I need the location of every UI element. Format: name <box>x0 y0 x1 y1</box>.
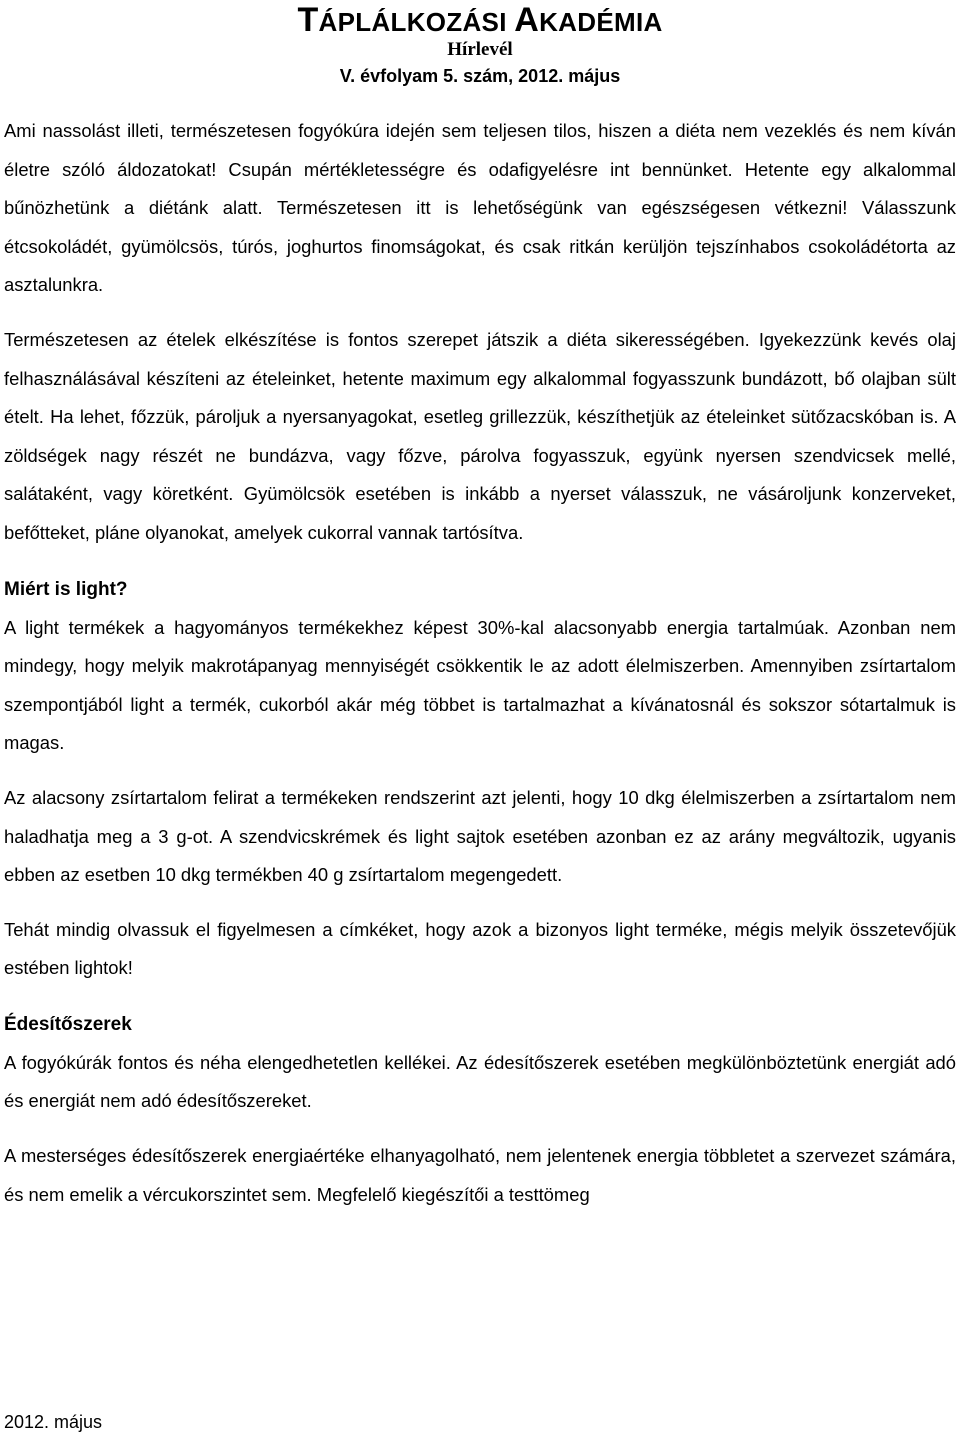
paragraph-snacking: Ami nassolást illeti, természetesen fogyókúra idején sem teljesen tilos, hiszen a diéta nem vezeklés és nem kíván életre szóló áldozatokat! Csupán mértékletességre és odafigyelésre int bennünket. Hetente egy alkalommal bűnözhetünk a diétánk alatt. Természetesen itt is lehetőségünk van egészségesen vétkezni! Válasszunk étcsokoládét, gyümölcsös, túrós, joghurtos finomságokat, és csak ritkán kerüljön tejszínhabos csokoládétorta az asztalunkra. <box>4 120 956 296</box>
paragraph-artificial-sweeteners: A mesterséges édesítőszerek energiaértéke elhanyagolható, nem jelentenek energia többletet a szervezet számára, és nem emelik a vércukorszintet sem. Megfelelő kiegészítői a testtömeg <box>4 1145 956 1205</box>
paragraph-cooking: Természetesen az ételek elkészítése is fontos szerepet játszik a diéta sikerességében. Igyekezzünk kevés olaj felhasználásával készíteni az ételeinket, hetente maximum egy alkalommal fogyasszunk bundázott, bő olajban sült ételt. Ha lehet, főzzük, pároljuk a nyersanyagokat, esetleg grillezzük, készíthetjük az ételeinket sütőzacskóban is. A zöldségek nagy részét ne bundázva, vagy főzve, párolva fogyasszuk, együnk nyersen szendvicsek mellé, salátaként, vagy köretként. Gyümölcsök esetében is inkább a nyerset válasszuk, ne vásároljunk konzerveket, befőtteket, pláne olyanokat, amelyek cukorral vannak tartósítva. <box>4 328 956 543</box>
heading-sweeteners: Édesítőszerek <box>4 1013 132 1035</box>
paragraph-light-products: A light termékek a hagyományos termékekhez képest 30%-kal alacsonyabb energia tartalmúak. Azonban nem mindegy, hogy melyik makrotápanyag mennyiségét csökkentik le az adott élelmiszerben. Amennyiben zsírtartalom szempontjából light a termék, cukorból akár még többet is tartalmazhat a kívánatosnál és sokszor sótartalmuk is magas. <box>4 616 956 754</box>
newsletter-title: TÁPLÁLKOZÁSI AKADÉMIA <box>297 1 663 39</box>
paragraph-sweeteners-intro: A fogyókúrák fontos és néha elengedhetetlen kellékei. Az édesítőszerek esetében megkülönböztetünk energiát adó és energiát nem adó édesítőszereket. <box>4 1051 956 1112</box>
heading-why-light: Miért is light? <box>4 578 128 600</box>
article-body <box>4 112 956 1214</box>
page-footer-date: 2012. május <box>4 1412 103 1432</box>
paragraph-read-labels: Tehát mindig olvassuk el figyelmesen a címkéket, hogy azok a bizonyos light terméke, mégis melyik összetevőjük estében lightok! <box>4 918 956 979</box>
issue-info: V. évfolyam 5. szám, 2012. május <box>339 66 621 86</box>
newsletter-header <box>0 1 960 88</box>
newsletter-subtitle: Hírlevél <box>447 39 513 60</box>
paragraph-low-fat: Az alacsony zsírtartalom felirat a termékeken rendszerint azt jelenti, hogy 10 dkg élelmiszerben a zsírtartalom nem haladhatja meg a 3 g-ot. A szendvicskrémek és light sajtok esetében azonban ez az arány megváltozik, ugyanis ebben az esetben 10 dkg termékben 40 g zsírtartalom megengedett. <box>4 786 956 886</box>
